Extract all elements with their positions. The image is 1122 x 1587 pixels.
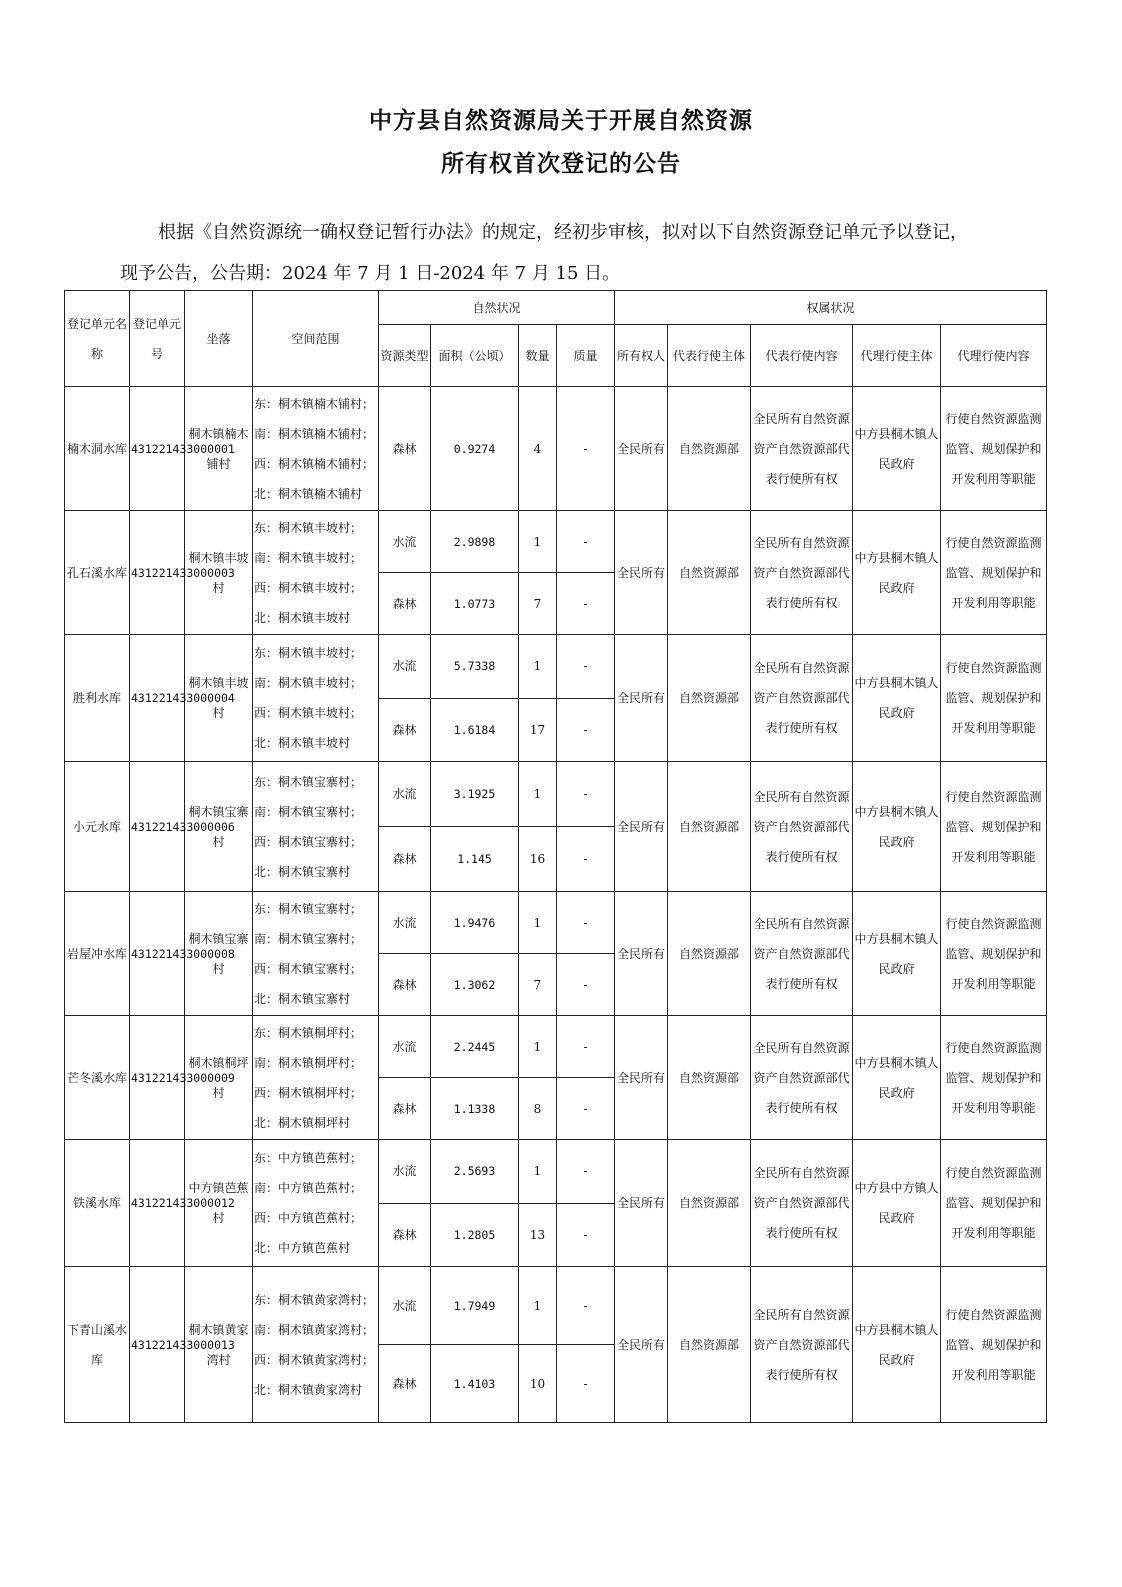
cell-unit-no: 431221433000003 (130, 511, 185, 635)
cell-quality: - (557, 1267, 615, 1345)
registration-table (64, 290, 1047, 1423)
cell-resource-type: 森林 (379, 1203, 431, 1267)
cell-unit-no: 431221433000004 (130, 635, 185, 762)
cell-rep-subject: 自然资源部 (668, 387, 751, 511)
cell-agent-content: 行使自然资源监测监管、规划保护和开发利用等职能 (941, 1267, 1047, 1423)
cell-count: 13 (519, 1203, 557, 1267)
cell-agent-content: 行使自然资源监测监管、规划保护和开发利用等职能 (941, 892, 1047, 1016)
cell-quality: - (557, 827, 615, 892)
cell-quality: - (557, 1345, 615, 1423)
cell-quality: - (557, 762, 615, 827)
cell-agent-subject: 中方县中方镇人民政府 (853, 1140, 941, 1267)
cell-agent-subject: 中方县桐木镇人民政府 (853, 387, 941, 511)
cell-area: 1.145 (431, 827, 519, 892)
table-row (65, 1016, 1047, 1078)
cell-quality: - (557, 1140, 615, 1204)
cell-count: 1 (519, 511, 557, 573)
cell-rep-subject: 自然资源部 (668, 892, 751, 1016)
cell-resource-type: 森林 (379, 1078, 431, 1140)
header-unit-name: 登记单元名称 (65, 291, 130, 387)
table-row (65, 762, 1047, 827)
cell-unit-name: 孔石溪水库 (65, 511, 130, 635)
header-count: 数量 (519, 325, 557, 387)
cell-area: 1.9476 (431, 892, 519, 954)
cell-owner: 全民所有 (615, 1140, 668, 1267)
cell-range: 东：桐木镇楠木铺村；南：桐木镇楠木铺村；西：桐木镇楠木铺村；北：桐木镇楠木铺村 (253, 387, 379, 511)
cell-resource-type: 森林 (379, 573, 431, 635)
cell-area: 0.9274 (431, 387, 519, 511)
cell-count: 1 (519, 892, 557, 954)
cell-unit-no: 431221433000012 (130, 1140, 185, 1267)
cell-resource-type: 水流 (379, 1267, 431, 1345)
cell-owner: 全民所有 (615, 1016, 668, 1140)
cell-count: 16 (519, 827, 557, 892)
cell-location: 桐木镇丰坡村 (185, 635, 253, 762)
table-row (65, 1267, 1047, 1345)
cell-unit-no: 431221433000013 (130, 1267, 185, 1423)
cell-area: 1.3062 (431, 954, 519, 1016)
cell-location: 桐木镇丰坡村 (185, 511, 253, 635)
cell-resource-type: 森林 (379, 827, 431, 892)
header-agent-content: 代理行使内容 (941, 325, 1047, 387)
header-range: 空间范围 (253, 291, 379, 387)
cell-count: 1 (519, 635, 557, 699)
cell-owner: 全民所有 (615, 511, 668, 635)
cell-unit-name: 下青山溪水库 (65, 1267, 130, 1423)
cell-range: 东：桐木镇桐坪村；南：桐木镇桐坪村；西：桐木镇桐坪村；北：桐木镇桐坪村 (253, 1016, 379, 1140)
cell-count: 1 (519, 1140, 557, 1204)
cell-quality: - (557, 387, 615, 511)
cell-resource-type: 水流 (379, 1140, 431, 1204)
cell-unit-name: 胜利水库 (65, 635, 130, 762)
header-rights-status: 权属状况 (615, 291, 1047, 325)
notice-title-line1: 中方县自然资源局关于开展自然资源 (369, 108, 753, 134)
cell-area: 1.7949 (431, 1267, 519, 1345)
cell-owner: 全民所有 (615, 635, 668, 762)
table-row (65, 511, 1047, 573)
cell-count: 1 (519, 762, 557, 827)
cell-quality: - (557, 1203, 615, 1267)
table-row (65, 387, 1047, 511)
cell-quality: - (557, 511, 615, 573)
cell-rep-content: 全民所有自然资源资产自然资源部代表行使所有权 (751, 762, 853, 892)
cell-area: 1.6184 (431, 698, 519, 762)
cell-location: 桐木镇楠木铺村 (185, 387, 253, 511)
cell-range: 东：中方镇芭蕉村；南：中方镇芭蕉村；西：中方镇芭蕉村；北：中方镇芭蕉村 (253, 1140, 379, 1267)
cell-resource-type: 水流 (379, 511, 431, 573)
intro-paragraph-line2: 现予公告，公告期：2024 年 7 月 1 日-2024 年 7 月 15 日。 (120, 263, 621, 284)
cell-agent-subject: 中方县桐木镇人民政府 (853, 635, 941, 762)
table-body (65, 387, 1047, 1423)
cell-location: 桐木镇宝寨村 (185, 892, 253, 1016)
cell-owner: 全民所有 (615, 1267, 668, 1423)
cell-rep-content: 全民所有自然资源资产自然资源部代表行使所有权 (751, 892, 853, 1016)
cell-resource-type: 森林 (379, 387, 431, 511)
cell-rep-content: 全民所有自然资源资产自然资源部代表行使所有权 (751, 1140, 853, 1267)
cell-owner: 全民所有 (615, 762, 668, 892)
cell-location: 桐木镇黄家湾村 (185, 1267, 253, 1423)
cell-quality: - (557, 1078, 615, 1140)
cell-location: 桐木镇宝寨村 (185, 762, 253, 892)
cell-area: 1.1338 (431, 1078, 519, 1140)
header-area: 面积（公顷） (431, 325, 519, 387)
cell-unit-name: 芒冬溪水库 (65, 1016, 130, 1140)
cell-unit-name: 铁溪水库 (65, 1140, 130, 1267)
header-location: 坐落 (185, 291, 253, 387)
cell-quality: - (557, 635, 615, 699)
cell-count: 1 (519, 1267, 557, 1345)
cell-range: 东：桐木镇宝寨村；南：桐木镇宝寨村；西：桐木镇宝寨村；北：桐木镇宝寨村 (253, 892, 379, 1016)
header-rep-subject: 代表行使主体 (668, 325, 751, 387)
header-owner: 所有权人 (615, 325, 668, 387)
cell-count: 7 (519, 573, 557, 635)
header-unit-no: 登记单元号 (130, 291, 185, 387)
cell-area: 1.2805 (431, 1203, 519, 1267)
table-row (65, 892, 1047, 954)
cell-agent-subject: 中方县桐木镇人民政府 (853, 892, 941, 1016)
cell-location: 桐木镇桐坪村 (185, 1016, 253, 1140)
cell-area: 1.0773 (431, 573, 519, 635)
cell-area: 2.2445 (431, 1016, 519, 1078)
cell-rep-content: 全民所有自然资源资产自然资源部代表行使所有权 (751, 1016, 853, 1140)
cell-agent-subject: 中方县桐木镇人民政府 (853, 511, 941, 635)
cell-rep-subject: 自然资源部 (668, 1267, 751, 1423)
cell-resource-type: 水流 (379, 1016, 431, 1078)
cell-count: 4 (519, 387, 557, 511)
cell-quality: - (557, 892, 615, 954)
header-rep-content: 代表行使内容 (751, 325, 853, 387)
header-agent-subject: 代理行使主体 (853, 325, 941, 387)
cell-unit-no: 431221433000001 (130, 387, 185, 511)
cell-area: 3.1925 (431, 762, 519, 827)
cell-rep-subject: 自然资源部 (668, 762, 751, 892)
cell-agent-content: 行使自然资源监测监管、规划保护和开发利用等职能 (941, 387, 1047, 511)
cell-unit-no: 431221433000008 (130, 892, 185, 1016)
cell-resource-type: 森林 (379, 698, 431, 762)
header-quality: 质量 (557, 325, 615, 387)
cell-unit-name: 岩屋冲水库 (65, 892, 130, 1016)
cell-range: 东：桐木镇丰坡村；南：桐木镇丰坡村；西：桐木镇丰坡村；北：桐木镇丰坡村 (253, 635, 379, 762)
intro-paragraph-line1: 根据《自然资源统一确权登记暂行办法》的规定，经初步审核，拟对以下自然资源登记单元予以登记， (158, 222, 968, 243)
cell-count: 1 (519, 1016, 557, 1078)
cell-location: 中方镇芭蕉村 (185, 1140, 253, 1267)
cell-unit-no: 431221433000009 (130, 1016, 185, 1140)
cell-rep-subject: 自然资源部 (668, 511, 751, 635)
cell-range: 东：桐木镇黄家湾村；南：桐木镇黄家湾村；西：桐木镇黄家湾村；北：桐木镇黄家湾村 (253, 1267, 379, 1423)
cell-rep-subject: 自然资源部 (668, 1016, 751, 1140)
cell-area: 5.7338 (431, 635, 519, 699)
cell-area: 2.9898 (431, 511, 519, 573)
cell-agent-subject: 中方县桐木镇人民政府 (853, 1016, 941, 1140)
cell-agent-content: 行使自然资源监测监管、规划保护和开发利用等职能 (941, 511, 1047, 635)
cell-resource-type: 水流 (379, 635, 431, 699)
cell-rep-content: 全民所有自然资源资产自然资源部代表行使所有权 (751, 1267, 853, 1423)
cell-agent-content: 行使自然资源监测监管、规划保护和开发利用等职能 (941, 635, 1047, 762)
cell-rep-subject: 自然资源部 (668, 635, 751, 762)
cell-count: 8 (519, 1078, 557, 1140)
cell-rep-subject: 自然资源部 (668, 1140, 751, 1267)
cell-unit-name: 楠木洞水库 (65, 387, 130, 511)
cell-quality: - (557, 573, 615, 635)
cell-quality: - (557, 698, 615, 762)
cell-unit-name: 小元水库 (65, 762, 130, 892)
cell-count: 7 (519, 954, 557, 1016)
cell-count: 10 (519, 1345, 557, 1423)
cell-rep-content: 全民所有自然资源资产自然资源部代表行使所有权 (751, 387, 853, 511)
cell-area: 1.4103 (431, 1345, 519, 1423)
table-row (65, 635, 1047, 699)
cell-quality: - (557, 954, 615, 1016)
cell-resource-type: 水流 (379, 892, 431, 954)
cell-area: 2.5693 (431, 1140, 519, 1204)
cell-rep-content: 全民所有自然资源资产自然资源部代表行使所有权 (751, 511, 853, 635)
header-natural-status: 自然状况 (379, 291, 615, 325)
cell-resource-type: 森林 (379, 954, 431, 1016)
cell-range: 东：桐木镇宝寨村；南：桐木镇宝寨村；西：桐木镇宝寨村；北：桐木镇宝寨村 (253, 762, 379, 892)
cell-resource-type: 森林 (379, 1345, 431, 1423)
cell-resource-type: 水流 (379, 762, 431, 827)
cell-agent-subject: 中方县桐木镇人民政府 (853, 1267, 941, 1423)
cell-count: 17 (519, 698, 557, 762)
cell-owner: 全民所有 (615, 892, 668, 1016)
table-row (65, 1140, 1047, 1204)
cell-unit-no: 431221433000006 (130, 762, 185, 892)
cell-rep-content: 全民所有自然资源资产自然资源部代表行使所有权 (751, 635, 853, 762)
header-resource-type: 资源类型 (379, 325, 431, 387)
cell-quality: - (557, 1016, 615, 1078)
cell-owner: 全民所有 (615, 387, 668, 511)
notice-title-line2: 所有权首次登记的公告 (441, 151, 681, 177)
cell-agent-content: 行使自然资源监测监管、规划保护和开发利用等职能 (941, 762, 1047, 892)
cell-range: 东：桐木镇丰坡村；南：桐木镇丰坡村；西：桐木镇丰坡村；北：桐木镇丰坡村 (253, 511, 379, 635)
cell-agent-content: 行使自然资源监测监管、规划保护和开发利用等职能 (941, 1140, 1047, 1267)
cell-agent-content: 行使自然资源监测监管、规划保护和开发利用等职能 (941, 1016, 1047, 1140)
cell-agent-subject: 中方县桐木镇人民政府 (853, 762, 941, 892)
